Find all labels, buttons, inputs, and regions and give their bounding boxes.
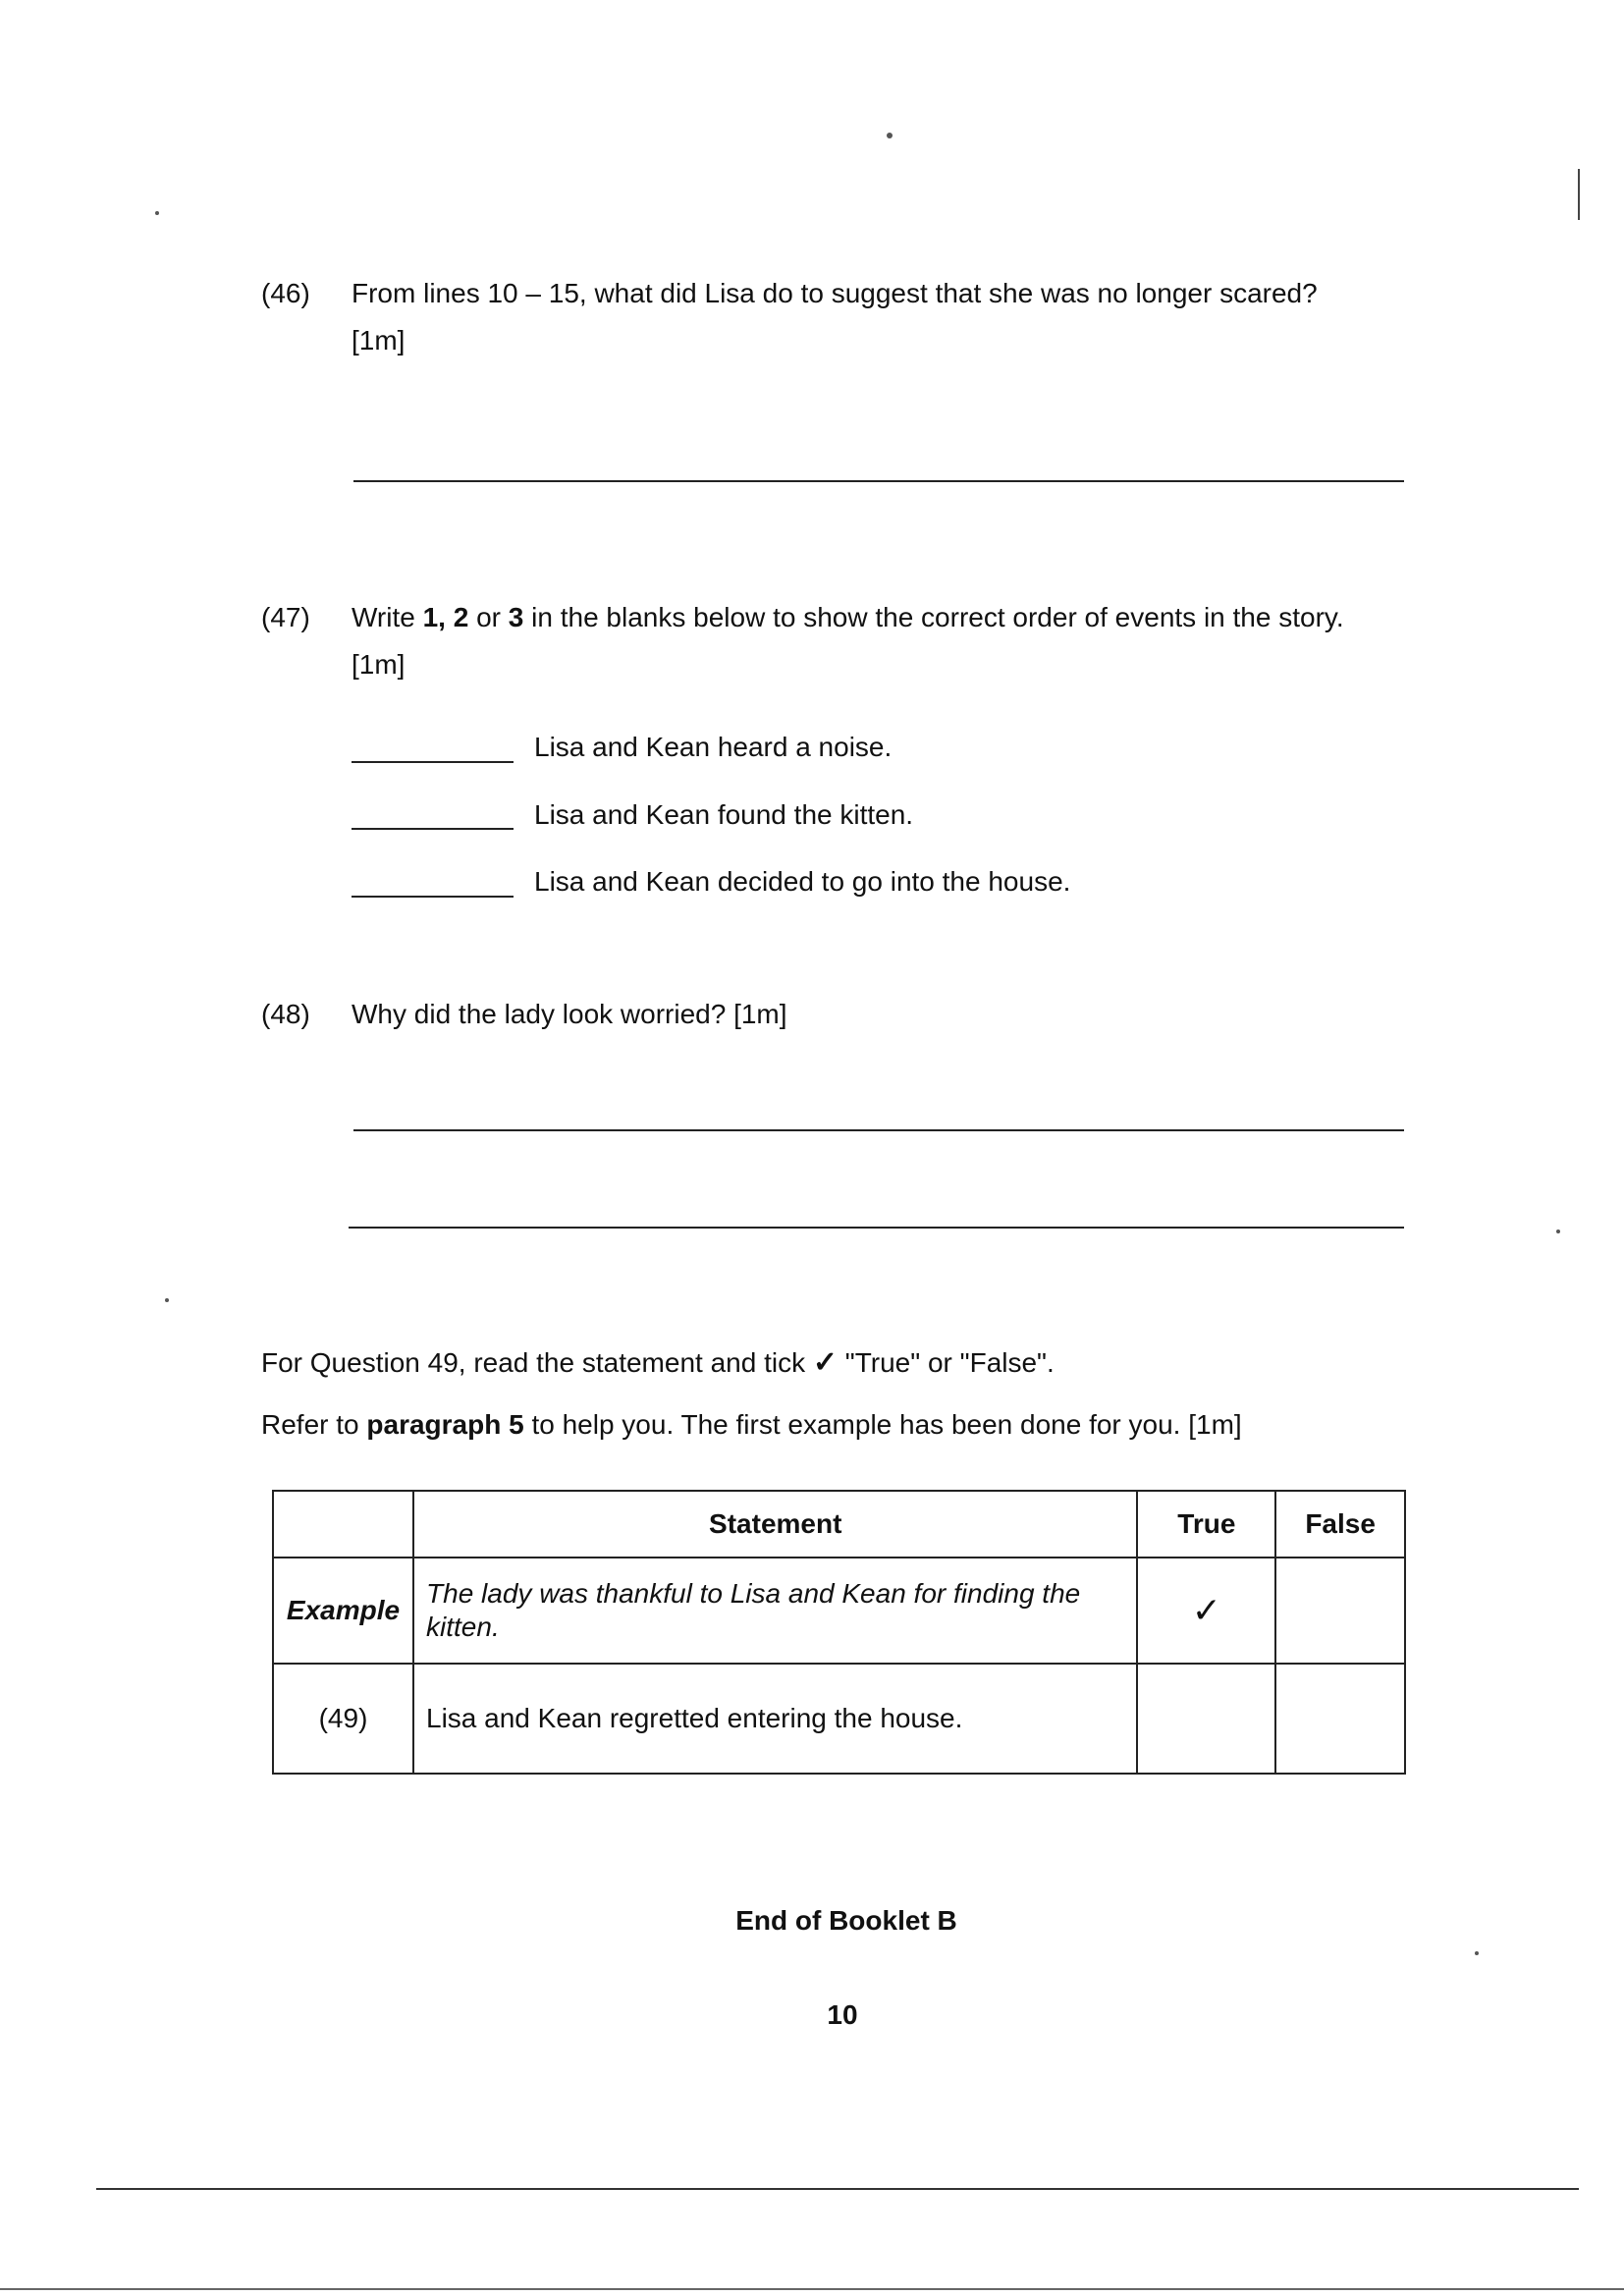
answer-line-2[interactable] bbox=[349, 1227, 1404, 1229]
scan-speck bbox=[1475, 1951, 1479, 1955]
answer-line[interactable] bbox=[353, 480, 1404, 482]
end-of-booklet: End of Booklet B bbox=[735, 1905, 957, 1936]
true-answer-cell[interactable] bbox=[1137, 1664, 1275, 1774]
scan-speck bbox=[165, 1298, 169, 1302]
question-marks: [1m] bbox=[352, 649, 406, 680]
question-49-label: (49) bbox=[273, 1664, 413, 1774]
question-number: (48) bbox=[261, 999, 310, 1029]
order-blank-2[interactable] bbox=[352, 828, 514, 830]
scan-speck bbox=[887, 133, 893, 138]
question-text: Why did the lady look worried? [1m] bbox=[352, 999, 787, 1029]
tick-icon: ✓ bbox=[812, 1346, 838, 1379]
scan-speck bbox=[1556, 1230, 1560, 1233]
question-47 bbox=[261, 596, 1489, 694]
table-row bbox=[273, 1558, 1405, 1664]
question-text: Write 1, 2 or 3 in the blanks below to show the correct order of events in the story. bbox=[352, 602, 1344, 632]
table-row bbox=[273, 1664, 1405, 1774]
statement-header: Statement bbox=[413, 1491, 1137, 1558]
question-46 bbox=[261, 272, 1439, 370]
answer-line-1[interactable] bbox=[353, 1129, 1404, 1131]
example-false-cell bbox=[1275, 1558, 1405, 1664]
question-text: From lines 10 – 15, what did Lisa do to suggest that she was no longer scared? bbox=[352, 278, 1318, 308]
event-3: Lisa and Kean decided to go into the house. bbox=[534, 866, 1071, 897]
question-number: (47) bbox=[261, 602, 310, 632]
order-blank-1[interactable] bbox=[352, 761, 514, 763]
table-header-row bbox=[273, 1491, 1405, 1558]
event-2: Lisa and Kean found the kitten. bbox=[534, 799, 914, 830]
page-number: 10 bbox=[827, 1999, 858, 2030]
question-49-statement: Lisa and Kean regretted entering the house. bbox=[413, 1664, 1137, 1774]
order-blank-3[interactable] bbox=[352, 896, 514, 898]
scan-bottom-rule bbox=[96, 2188, 1579, 2190]
blank-header bbox=[273, 1491, 413, 1558]
question-marks: [1m] bbox=[352, 325, 406, 355]
question-number: (46) bbox=[261, 278, 310, 308]
scan-speck bbox=[155, 211, 159, 215]
true-false-table bbox=[272, 1490, 1406, 1775]
instruction-line-2: Refer to paragraph 5 to help you. The first example has been done for you. [1m] bbox=[261, 1409, 1242, 1440]
margin-mark bbox=[1578, 169, 1580, 220]
event-1: Lisa and Kean heard a noise. bbox=[534, 732, 893, 762]
example-label: Example bbox=[273, 1558, 413, 1664]
true-header: True bbox=[1137, 1491, 1275, 1558]
question-48 bbox=[261, 993, 1439, 1040]
false-header: False bbox=[1275, 1491, 1405, 1558]
false-answer-cell[interactable] bbox=[1275, 1664, 1405, 1774]
page-edge-line bbox=[0, 2288, 1624, 2290]
instruction-line-1: For Question 49, read the statement and tick ✓ "True" or "False". bbox=[261, 1346, 1055, 1379]
example-statement: The lady was thankful to Lisa and Kean for finding the kitten. bbox=[413, 1558, 1137, 1664]
example-true-tick: ✓ bbox=[1137, 1558, 1275, 1664]
